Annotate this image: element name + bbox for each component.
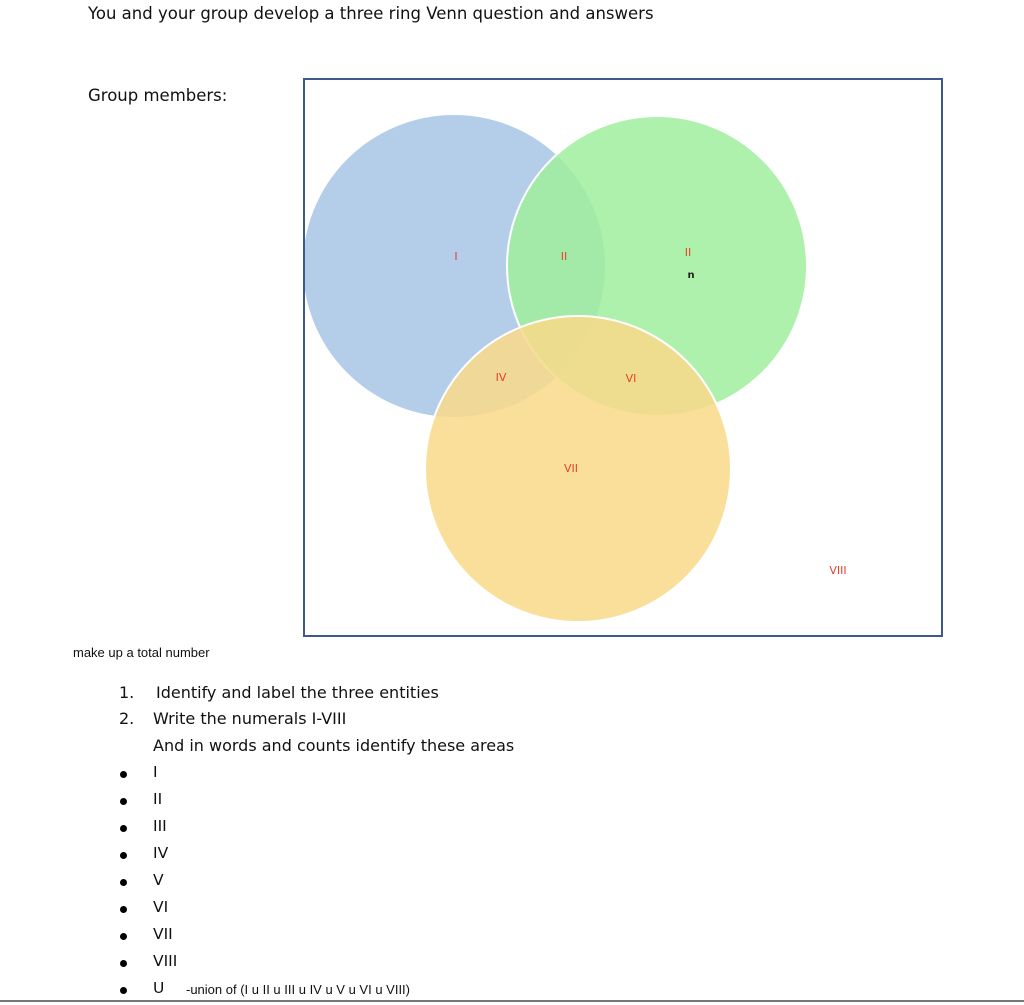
bullet-icon bbox=[120, 933, 127, 940]
bullet-icon bbox=[120, 798, 127, 805]
region-label-6: VI bbox=[625, 372, 637, 385]
list-item-label: VII bbox=[153, 925, 173, 943]
venn-diagram bbox=[305, 80, 945, 639]
step-number: 2. bbox=[119, 709, 135, 728]
list-item-label: I bbox=[153, 763, 158, 781]
region-label-3: II bbox=[684, 246, 692, 259]
bullet-icon bbox=[120, 987, 127, 994]
step-text: Identify and label the three entities bbox=[156, 683, 439, 702]
sub-instruction: And in words and counts identify these areas bbox=[153, 736, 515, 755]
region-label-3-sub: n bbox=[687, 270, 695, 281]
bullet-icon bbox=[120, 906, 127, 913]
region-label-1: I bbox=[454, 250, 458, 263]
bullet-icon bbox=[120, 771, 127, 778]
list-item-label: IV bbox=[153, 844, 169, 862]
region-label-7: VII bbox=[563, 462, 579, 475]
region-label-4: IV bbox=[495, 371, 507, 384]
region-label-8: VIII bbox=[829, 564, 847, 577]
list-item-label: III bbox=[153, 817, 167, 835]
region-label-2: II bbox=[560, 250, 568, 263]
page-bottom-rule bbox=[0, 1000, 1024, 1002]
total-number-note: make up a total number bbox=[73, 645, 210, 660]
list-item-label: VIII bbox=[153, 952, 178, 970]
list-item-label: II bbox=[153, 790, 163, 808]
list-item-label: VI bbox=[153, 898, 169, 916]
bullet-icon bbox=[120, 825, 127, 832]
group-members-label: Group members: bbox=[88, 86, 228, 105]
list-item-label: U bbox=[153, 979, 165, 997]
step-text: Write the numerals I-VIII bbox=[153, 709, 347, 728]
bullet-icon bbox=[120, 960, 127, 967]
page-title: You and your group develop a three ring Venn question and answers bbox=[88, 4, 654, 23]
venn-diagram-frame bbox=[303, 78, 943, 637]
bullet-icon bbox=[120, 879, 127, 886]
bullet-icon bbox=[120, 852, 127, 859]
list-item-label: V bbox=[153, 871, 164, 889]
step-number: 1. bbox=[119, 683, 135, 702]
union-description: -union of (I u II u III u IV u V u VI u VIII) bbox=[186, 982, 410, 997]
